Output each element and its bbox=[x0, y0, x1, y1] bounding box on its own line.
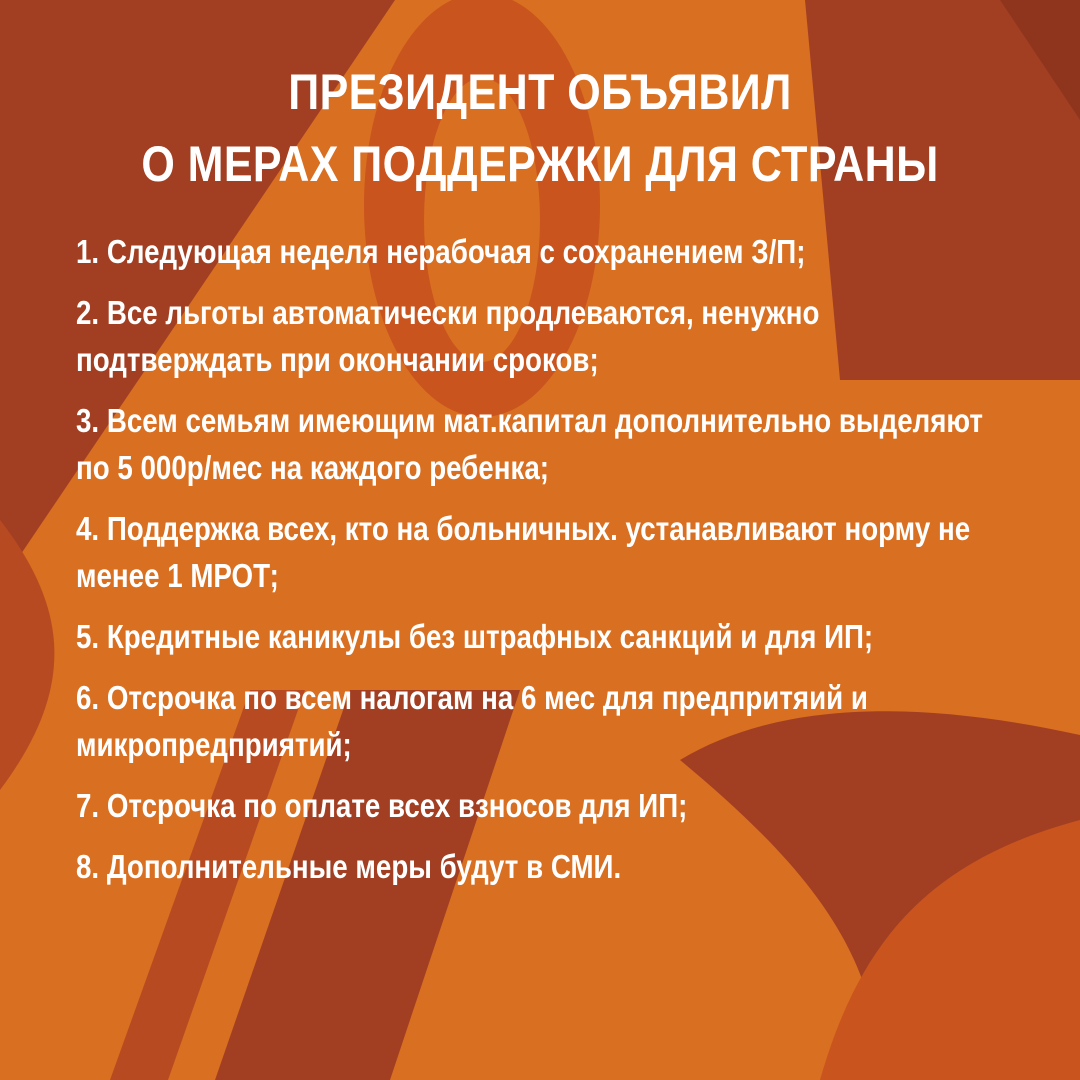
list-item: 7. Отсрочка по оплате всех взносов для ИП; bbox=[76, 787, 688, 824]
list-item: 4. Поддержка всех, кто на больничных. устанавливают норму не менее 1 МРОТ; bbox=[76, 510, 971, 594]
list-item: 6. Отсрочка по всем налогам на 6 мес для предпритяий и микропредприятий; bbox=[76, 679, 868, 763]
list-item: 2. Все льготы автоматически продлеваются, ненужно подтверждать при окончании сроков; bbox=[76, 294, 820, 378]
list-item: 5. Кредитные каникулы без штрафных санкций и для ИП; bbox=[76, 618, 874, 655]
title-line: ПРЕЗИДЕНТ ОБЪЯВИЛ bbox=[288, 64, 792, 120]
list-item: 1. Следующая неделя нерабочая с сохранением З/П; bbox=[76, 233, 806, 270]
page-title bbox=[60, 56, 1020, 200]
support-measures-list bbox=[76, 228, 1016, 890]
list-item: 3. Всем семьям имеющим мат.капитал дополнительно выделяют по 5 000р/мес на каждого ребенка; bbox=[76, 402, 983, 486]
title-line: О МЕРАХ ПОДДЕРЖКИ ДЛЯ СТРАНЫ bbox=[141, 136, 939, 192]
list-item: 8. Дополнительные меры будут в СМИ. bbox=[76, 848, 622, 885]
